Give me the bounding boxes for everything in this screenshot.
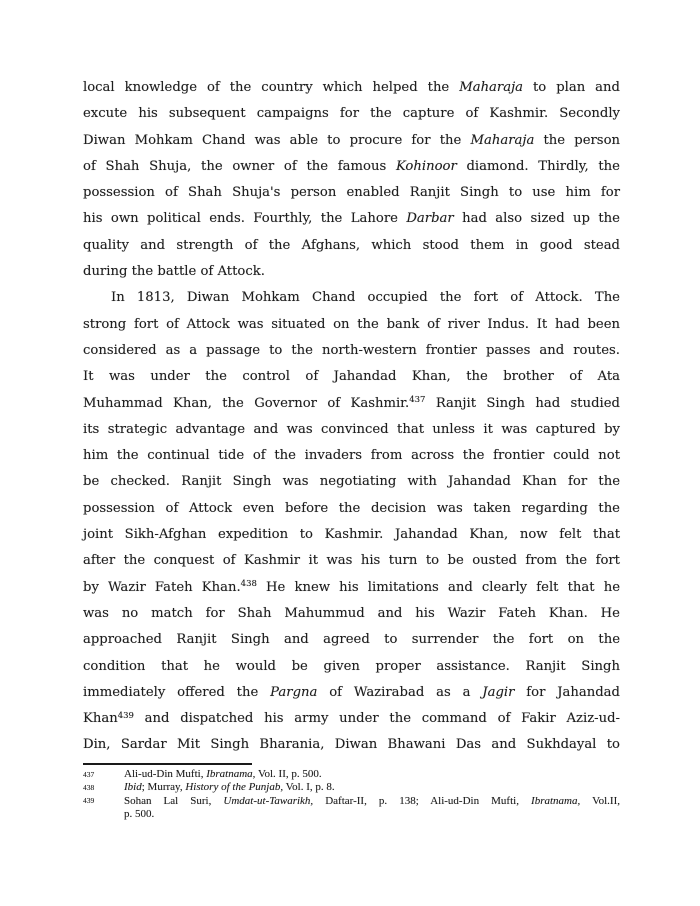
body-line [83, 417, 620, 443]
text-segment: strong fort of Attock was situated on the bank of river Indus. It had been [83, 316, 620, 332]
italic-text: Maharaja [459, 80, 524, 95]
footnote-text [124, 781, 620, 794]
text-segment: Vol. I, p. 8. [283, 781, 335, 794]
text-segment: for Jahandad [514, 684, 620, 700]
text-segment: had also sized up the [453, 211, 620, 227]
footnote-line [124, 781, 620, 794]
italic-text: Ibratnama, [531, 794, 581, 807]
italic-text: Jagir [482, 684, 515, 700]
text-segment: Muhammad Khan, the Governor of Kashmir. [83, 395, 410, 411]
body-line [83, 233, 620, 259]
text-segment: Ali-ud-Din Mufti, [124, 768, 207, 780]
footnote-number: 438 [83, 782, 95, 792]
text-segment: the person [534, 132, 621, 148]
body-line [83, 522, 620, 548]
text-segment: Khan [83, 711, 118, 727]
body-line [83, 206, 620, 232]
footnote-separator [83, 763, 252, 765]
italic-text: Ibratnama, [206, 768, 256, 780]
body-line [83, 601, 620, 627]
footnote-line [124, 768, 620, 781]
italic-text: Kohinoor [395, 158, 457, 174]
footnote-text [124, 795, 620, 822]
text-segment: considered as a passage to the north-western frontier passes and routes. [83, 342, 620, 358]
text-segment: its strategic advantage and was convinced that unless it was captured by [83, 421, 620, 437]
text-segment: approached Ranjit Singh and agreed to surrender the fort on the [83, 632, 620, 648]
footnote-reference: 438 [240, 579, 257, 590]
text-segment: diamond. Thirdly, the [456, 158, 620, 174]
body-line [83, 496, 620, 522]
body-line [83, 706, 620, 732]
text-segment: Ranjit Singh had studied [425, 395, 620, 411]
body-line [83, 75, 620, 101]
body-line [83, 654, 620, 680]
text-segment: his own political ends. Fourthly, the Lahore [83, 211, 407, 227]
footnote-line [124, 795, 620, 808]
body-line [83, 680, 620, 706]
footnote-reference: 439 [117, 710, 134, 721]
text-segment: quality and strength of the Afghans, which stood them in good stead [83, 237, 620, 253]
body-line [83, 101, 620, 127]
text-segment: possession of Shah Shuja's person enabled Ranjit Singh to use him for [83, 185, 620, 201]
text-segment: be checked. Ranjit Singh was negotiating with Jahandad Khan for the [83, 474, 620, 490]
body-line [83, 128, 620, 154]
italic-text: Darbar [406, 211, 454, 227]
text-segment: Din, Sardar Mit Singh Bharania, Diwan Bhawani Das and Sukhdayal to [83, 737, 620, 753]
footnote [83, 781, 620, 794]
text-segment: of Wazirabad as a [317, 684, 483, 700]
text-segment: local knowledge of the country which helped the [83, 80, 460, 95]
text-segment: excute his subsequent campaigns for the capture of Kashmir. Secondly [83, 106, 620, 122]
text-segment: after the conquest of Kashmir it was his turn to be ousted from the fort [83, 553, 620, 569]
text-segment: ; Murray, [141, 781, 186, 794]
footnote-number: 439 [83, 796, 95, 806]
footnote [83, 795, 620, 822]
text-segment: Vol.II, [580, 794, 621, 807]
text-segment: It was under the control of Jahandad Khan, the brother of Ata [83, 369, 620, 385]
body-line [83, 548, 620, 574]
text-segment: was no match for Shah Mahummud and his Wazir Fateh Khan. He [83, 605, 620, 621]
body-line [83, 154, 620, 180]
footnote-number: 437 [83, 769, 95, 779]
text-segment: Sohan Lal Suri, [124, 794, 224, 807]
text-segment: condition that he would be given proper assistance. Ranjit Singh [83, 658, 620, 674]
italic-text: Ibid [124, 781, 142, 794]
body-line [83, 732, 620, 758]
body-text [83, 75, 620, 759]
body-line [83, 259, 620, 285]
italic-text: Umdat-ut-Tawarikh, [223, 794, 314, 807]
body-line [83, 338, 620, 364]
text-segment: during the battle of Attock. [83, 264, 265, 280]
text-segment: Daftar-II, p. 138; Ali-ud-Din Mufti, [313, 794, 532, 807]
italic-text: Maharaja [470, 132, 535, 148]
italic-text: Pargna [270, 684, 318, 700]
text-segment: him the continual tide of the invaders from across the frontier could not [83, 448, 620, 464]
text-segment: and dispatched his army under the command of Fakir Aziz-ud- [133, 711, 620, 727]
text-segment: He knew his limitations and clearly felt that he [256, 579, 620, 595]
text-segment: p. 500. [124, 808, 155, 821]
footnote-line [124, 808, 620, 821]
footnote-text [124, 768, 620, 781]
body-line [83, 469, 620, 495]
text-segment: of Shah Shuja, the owner of the famous [83, 158, 396, 174]
body-line [83, 180, 620, 206]
body-line [83, 285, 620, 311]
footnote-reference: 437 [409, 395, 426, 406]
body-line [83, 364, 620, 390]
footnotes-list [83, 768, 620, 822]
text-segment: In 1813, Diwan Mohkam Chand occupied the fort of Attock. The [111, 290, 620, 306]
italic-text: History of the Punjab, [185, 781, 284, 794]
body-line [83, 391, 620, 417]
text-segment: by Wazir Fateh Khan. [83, 579, 241, 595]
text-segment: immediately offered the [83, 684, 271, 700]
text-segment: to plan and [523, 80, 620, 95]
text-segment: Diwan Mohkam Chand was able to procure for the [83, 132, 471, 148]
text-segment: possession of Attock even before the decision was taken regarding the [83, 500, 620, 516]
body-line [83, 575, 620, 601]
text-segment: joint Sikh-Afghan expedition to Kashmir. Jahandad Khan, now felt that [83, 527, 620, 543]
text-segment: Vol. II, p. 500. [255, 768, 322, 780]
footnote [83, 768, 620, 781]
body-line [83, 627, 620, 653]
body-line [83, 443, 620, 469]
body-line [83, 312, 620, 338]
